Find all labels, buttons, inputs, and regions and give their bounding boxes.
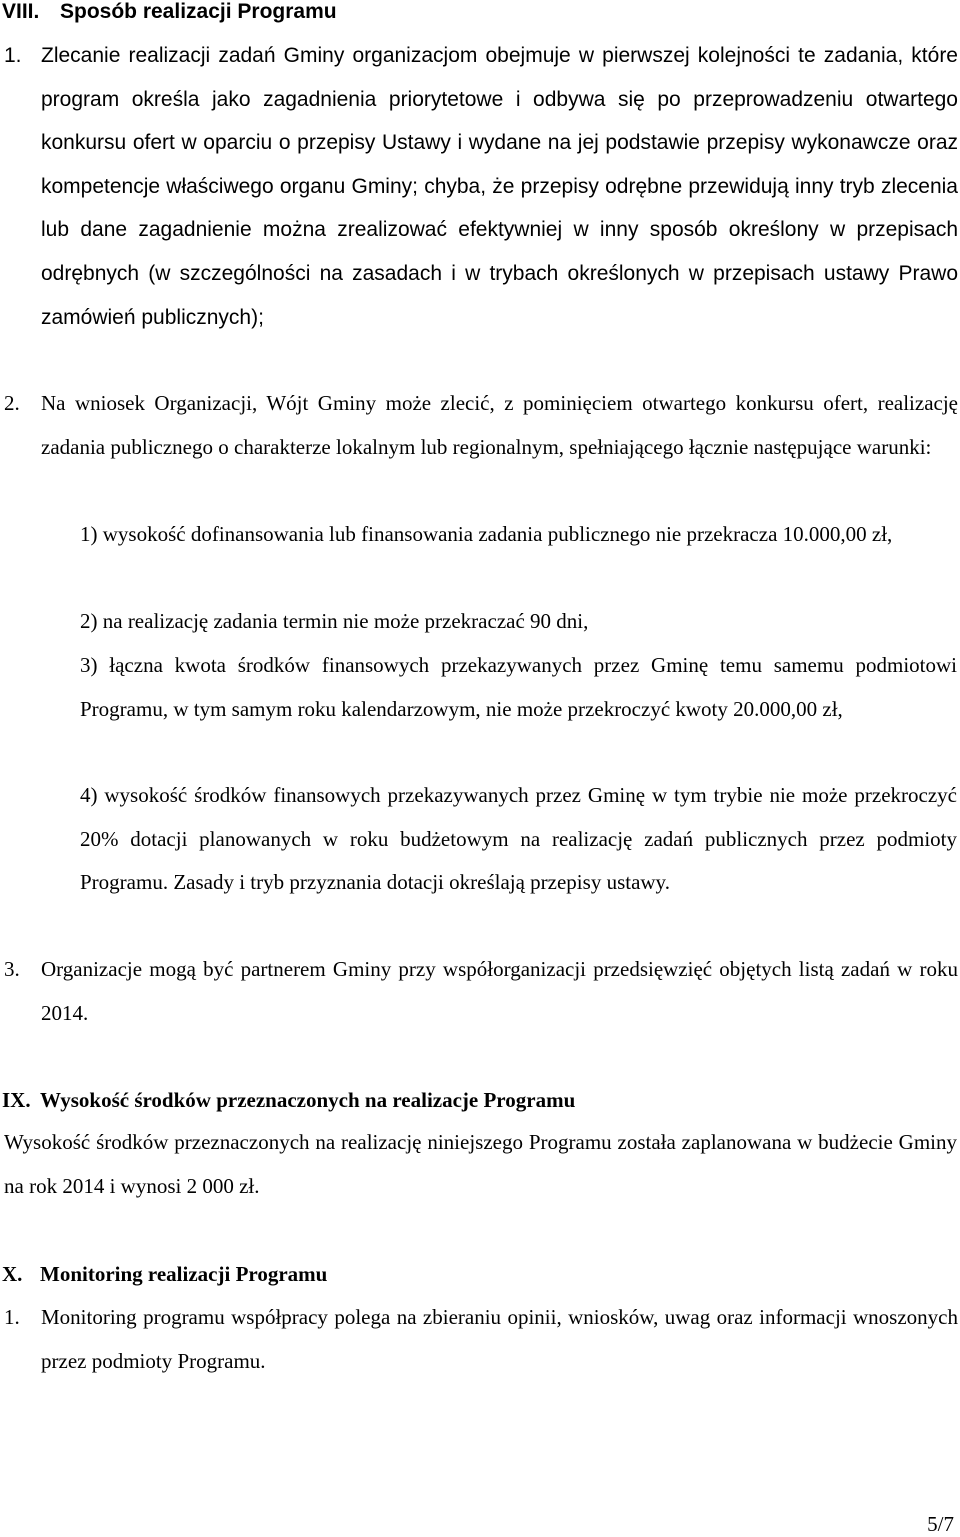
- condition-2: 2) na realizację zadania termin nie może przekraczać 90 dni,: [80, 609, 589, 633]
- item-text: Monitoring programu współpracy polega na zbieraniu opinii, wniosków, uwag oraz informacji wnoszonych przez podmioty Programu.: [41, 1305, 958, 1373]
- section-9-number: IX.: [2, 1088, 31, 1112]
- section-8-item-3: [0, 948, 958, 1035]
- section-8-item-2: [0, 382, 958, 469]
- section-10-number: X.: [2, 1262, 23, 1286]
- section-10-item-1: [0, 1296, 958, 1383]
- item-text: Organizacje mogą być partnerem Gminy przy współorganizacji przedsięwzięć objętych listą zadań w roku 2014.: [41, 957, 958, 1025]
- item-marker: 1.: [4, 1305, 20, 1329]
- page-number: 5/7: [927, 1512, 954, 1536]
- item-marker: 2.: [4, 391, 20, 415]
- section-10-heading: [2, 1262, 327, 1287]
- item-marker: 3.: [4, 957, 20, 981]
- condition-4: 4) wysokość środków finansowych przekazywanych przez Gminę w tym trybie nie może przekroczyć 20% dotacji planowanych w roku budżetowym na realizację zadań publicznych przez podmioty Programu. Zasady i tryb przyznania dotacji określają przepisy ustawy.: [80, 783, 957, 895]
- section-10-title: Monitoring realizacji Programu: [40, 1262, 328, 1286]
- section-8-number: VIII.: [2, 0, 40, 23]
- item-text: Zlecanie realizacji zadań Gminy organizacjom obejmuje w pierwszej kolejności te zadania, które program określa jako zagadnienia priorytetowe i odbywa się po przeprowadzeniu otwartego konkursu ofert w oparciu o przepisy Ustawy i wydane na jej podstawie przepisy wykonawcze oraz kompetencje właściwego organu Gminy; chyba, że przepisy odrębne przewidują inny tryb zlecenia lub dane zagadnienie można zrealizować efektywniej w inny sposób określony w przepisach odrębnych (w szczególności na zasadach i w trybach określonych w przepisach ustawy Prawo zamówień publicznych);: [41, 44, 958, 329]
- section-9-heading: [2, 1088, 575, 1113]
- condition-3: 3) łączna kwota środków finansowych przekazywanych przez Gminę temu samemu podmiotowi Programu, w tym samym roku kalendarzowym, nie może przekroczyć kwoty 20.000,00 zł,: [80, 653, 957, 721]
- condition-1: 1) wysokość dofinansowania lub finansowania zadania publicznego nie przekracza 10.000,00 zł,: [80, 522, 893, 546]
- item-marker: 1.: [4, 44, 22, 67]
- section-9-title: Wysokość środków przeznaczonych na realizacje Programu: [40, 1088, 576, 1112]
- section-9-text: Wysokość środków przeznaczonych na realizację niniejszego Programu została zaplanowana w budżecie Gminy na rok 2014 i wynosi 2 000 zł.: [4, 1130, 957, 1198]
- section-8-item-1: [0, 34, 958, 339]
- item-text: Na wniosek Organizacji, Wójt Gminy może zlecić, z pominięciem otwartego konkursu ofert, realizację zadania publicznego o charakterze lokalnym lub regionalnym, spełniającego łącznie następujące warunki:: [41, 391, 958, 459]
- section-8-heading: [2, 0, 337, 24]
- section-8-title: Sposób realizacji Programu: [60, 0, 337, 23]
